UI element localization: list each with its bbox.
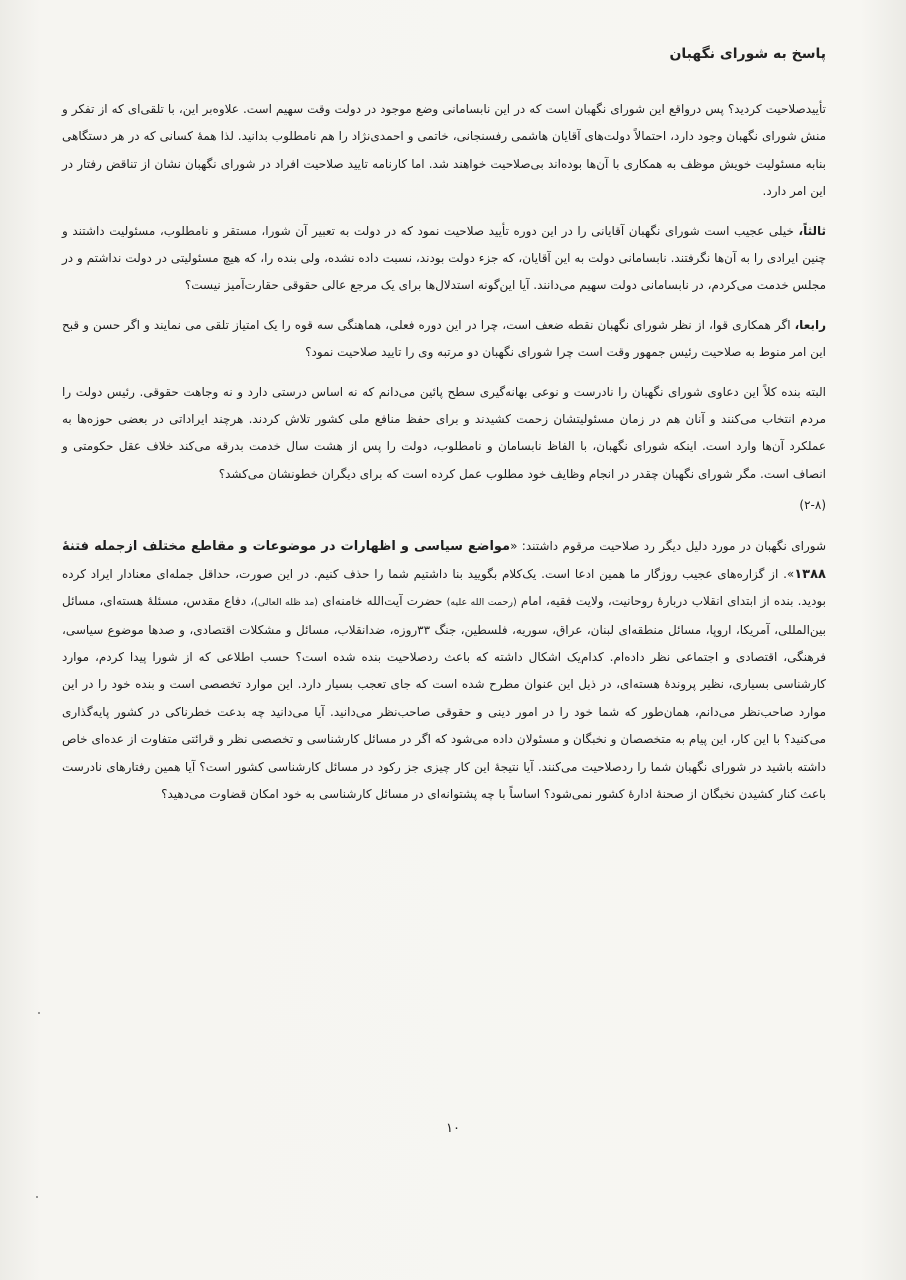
paragraph-3-lead: رابعا، <box>794 317 826 332</box>
paragraph-5 <box>62 533 826 808</box>
paragraph-5-part3: حضرت آیت‌الله خامنه‌ای <box>318 594 447 609</box>
paragraph-5-part1: شورای نگهبان در مورد دلیل دیگر رد صلاحیت مرقوم داشتند: « <box>510 539 827 554</box>
honorific-2: (مد ظله العالی) <box>254 597 319 609</box>
section-number: (۲-۸) <box>799 498 826 513</box>
running-header: پاسخ به شورای نگهبان <box>669 46 826 62</box>
paragraph-2-lead: ثالثاً، <box>798 223 826 238</box>
scan-speck <box>38 1012 40 1014</box>
honorific-1: (رحمت الله علیه) <box>446 597 517 609</box>
paragraph-2-text: خیلی عجیب است شورای نگهبان آقایانی را در این دوره تأیید صلاحیت نمود که در دولت به تعبیر آن شورا، مستقر و نامطلوب، مسئولیت داشتند و چنین ایرادی را به آن‌ها نگرفتند. نابسامانی دولت به این آقایان، که جزء دولت بودند، نسبت داده نشده، ولی بنده را، که هیچ مسئولیتی در دولت نداشتم و در مجلس خدمت می‌کردم، در نابسامانی دولت سهیم می‌دانند. آیا این‌گونه استدلال‌ها برای یک مرجع عالی حقوقی حقارت‌آمیز نیست؟ <box>62 223 826 293</box>
page-number: ۱۰ <box>446 1121 460 1136</box>
paragraph-5-part2: ». از گزاره‌های عجیب روزگار ما همین ادعا است. یک‌کلام بگویید بنا داشتیم شما را حذف کنیم. در این صورت، حداقل جمله‌ای معنادار ایراد کرده بودید. بنده از ابتدای انقلاب دربارهٔ روحانیت، ولایت فقیه، امام <box>62 566 827 609</box>
paragraph-3 <box>62 312 826 367</box>
paragraph-5-bold-quote: مواضع سیاسی و اظهارات در موضوعات و مقاطع مختلف ازجمله فتنهٔ ۱۳۸۸ <box>62 539 826 582</box>
paragraph-1: تأییدصلاحیت کردید؟ پس درواقع این شورای نگهبان است که در این نابسامانی وضع موجود در دولت وقت سهیم است. علاوه‌بر این، با تلقی‌ای که از تفکر و منش شورای نگهبان وجود دارد، احتمالاً دولت‌های آقایان هاشمی رفسنجانی، خاتمی و احمدی‌نژاد را هم نامطلوب بدانید. لذا همهٔ کسانی که در هر دستگاهی بنابه مسئولیت خویش موظف به همکاری با آن‌ها بوده‌اند بی‌صلاحیت خواهند شد. اما کارنامه تایید صلاحیت افراد در شورای نگهبان نشان از تناقض رفتار در این امر دارد. <box>62 102 826 199</box>
paragraph-4: البته بنده کلاً این دعاوی شورای نگهبان را نادرست و نوعی بهانه‌گیری سطح پائین می‌دانم که نه اساس درستی دارد و نه وجاهت حقوقی. رئیس دولت را مردم انتخاب می‌کنند و آنان هم در زمان مسئولیتشان زحمت کشیدند و برای حفظ منافع ملی کشور تلاش کردند. هرچند ایراداتی در بعضی حوزه‌ها به عملکرد آن‌ها وارد است. اینکه شورای نگهبان، با الفاظ نابسامان و نامطلوب، دولت را پس از هشت سال خدمت بدرقه می‌کند خلاف عقل حکومتی و انصاف است. مگر شورای نگهبان چقدر در انجام وظایف خود مطلوب عمل کرده است که برای دیگران خطونشان می‌کشد؟ <box>62 384 826 481</box>
paragraph-2 <box>62 218 826 300</box>
body-text <box>62 96 826 808</box>
paragraph-3-text: اگر همکاری قوا، از نظر شورای نگهبان نقطه ضعف است، چرا در این دوره فعلی، هماهنگی سه قوه را یک امتیاز تلقی می نمایند و اگر حسن و قبح این امر منوط به صلاحیت رئیس جمهور وقت است چرا شورای نگهبان دو مرتبه وی را تایید صلاحیت نمود؟ <box>62 317 826 360</box>
scan-speck <box>36 1196 38 1198</box>
paragraph-5-part4: ، دفاع مقدس، مسئلهٔ هسته‌ای، مسائل بین‌المللی، آمریکا، اروپا، مسائل منطقه‌ای لبنان، عراق، سوریه، فلسطین، جنگ ۳۳روزه، ضدانقلاب، مسائل و مشکلات اقتصادی، و صدها موضوع سیاسی، فرهنگی، اقتصادی و اجتماعی نظر داده‌ام. کدام‌یک اشکال داشته که باعث ردصلاحیت بنده شده است؟ حسب اطلاعی که از شورا پیدا کردم، موارد کارشناسی بسیاری، نظیر پروندهٔ هسته‌ای، در ذیل این عنوان مطرح شده است که جای تعجب بسیار دارد. این موارد تخصصی است و بنده خود را در این موارد صاحب‌نظر می‌دانم، همان‌طور که شما خود را در امور دینی و حقوقی صاحب‌نظر می‌دانید. آیا می‌دانید چه بدعت خطرناکی در کشور پایه‌گذاری می‌کنید؟ با این کار، این پیام به متخصصان و نخبگان و مسئولان داده می‌شود که اگر در مسائل کارشناسی و تخصصی نظر و قرائتی متفاوت از عده‌ای خاص داشته باشید در شورای نگهبان شما را ردصلاحیت می‌کنند. آیا نتیجهٔ این کار چیزی جز رکود در مسائل کارشناسی کشور است؟ آیا همین رفتارهای نادرست باعث کنار کشیدن نخبگان از صحنهٔ ادارهٔ کشور نمی‌شود؟ اساساً با چه پشتوانه‌ای در مسائل کارشناسی به خود امکان قضاوت می‌دهید؟ <box>62 594 826 801</box>
